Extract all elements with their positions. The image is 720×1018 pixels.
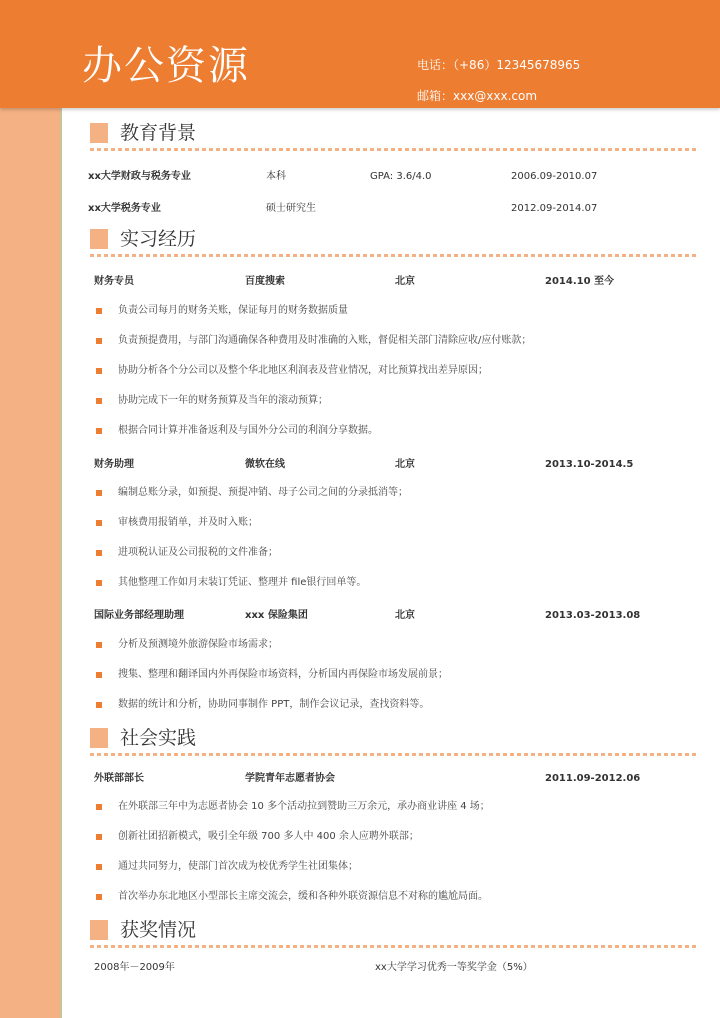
edu-period: 2006.09-2010.07 (511, 171, 598, 182)
job-role: 财务专员 (94, 276, 134, 287)
section-internship (90, 226, 698, 256)
section-title: 社会实践 (120, 727, 197, 749)
job-period: 2013.03-2013.08 (545, 610, 641, 621)
job-period: 2014.10 至今 (545, 276, 615, 287)
square-bullet-icon (96, 672, 102, 678)
square-bullet-icon (96, 642, 102, 648)
square-bullet-icon (96, 368, 102, 374)
square-bullet-icon (96, 702, 102, 708)
section-title: 实习经历 (120, 228, 197, 250)
email-text: 邮箱：xxx@xxx.com (417, 89, 538, 103)
square-bullet-icon (96, 580, 102, 586)
section-practice (90, 725, 698, 755)
dotted-divider (90, 254, 698, 257)
section-square-icon (90, 920, 108, 940)
job-company: 百度搜索 (245, 276, 285, 287)
section-square-icon (90, 728, 108, 748)
section-title: 获奖情况 (120, 919, 197, 941)
section-square-icon (90, 123, 108, 143)
practice-org: 学院青年志愿者协会 (245, 773, 335, 784)
job-city: 北京 (395, 459, 415, 470)
job-city: 北京 (395, 610, 415, 621)
edu-period: 2012.09-2014.07 (511, 203, 598, 214)
resume-name: 办公资源 (82, 43, 250, 89)
square-bullet-icon (96, 428, 102, 434)
square-bullet-icon (96, 834, 102, 840)
job-company: 微软在线 (245, 459, 285, 470)
dotted-divider (90, 148, 698, 151)
section-square-icon (90, 229, 108, 249)
section-awards (90, 917, 698, 947)
square-bullet-icon (96, 804, 102, 810)
dotted-divider (90, 753, 698, 756)
edu-degree: 硕士研究生 (266, 203, 316, 214)
job-role: 国际业务部经理助理 (94, 610, 184, 621)
section-title: 教育背景 (120, 122, 197, 144)
left-sidebar-strip (0, 108, 62, 1018)
job-company: xxx 保险集团 (245, 610, 308, 621)
job-city: 北京 (395, 276, 415, 287)
edu-gpa: GPA: 3.6/4.0 (370, 171, 432, 182)
award-period: 2008年－2009年 (94, 962, 175, 973)
job-period: 2013.10-2014.5 (545, 459, 634, 470)
edu-degree: 本科 (266, 171, 286, 182)
edu-school: xx大学税务专业 (88, 203, 161, 214)
square-bullet-icon (96, 398, 102, 404)
section-education (90, 120, 698, 150)
square-bullet-icon (96, 894, 102, 900)
square-bullet-icon (96, 338, 102, 344)
phone-text: 电话：（+86）12345678965 (417, 58, 581, 72)
edu-school: xx大学财政与税务专业 (88, 171, 191, 182)
dotted-divider (90, 945, 698, 948)
job-role: 财务助理 (94, 459, 134, 470)
award-name: xx大学学习优秀一等奖学金（5%） (375, 962, 533, 973)
square-bullet-icon (96, 550, 102, 556)
practice-role: 外联部部长 (94, 773, 144, 784)
square-bullet-icon (96, 864, 102, 870)
square-bullet-icon (96, 520, 102, 526)
resume-header (0, 0, 720, 108)
square-bullet-icon (96, 308, 102, 314)
square-bullet-icon (96, 490, 102, 496)
practice-period: 2011.09-2012.06 (545, 773, 641, 784)
